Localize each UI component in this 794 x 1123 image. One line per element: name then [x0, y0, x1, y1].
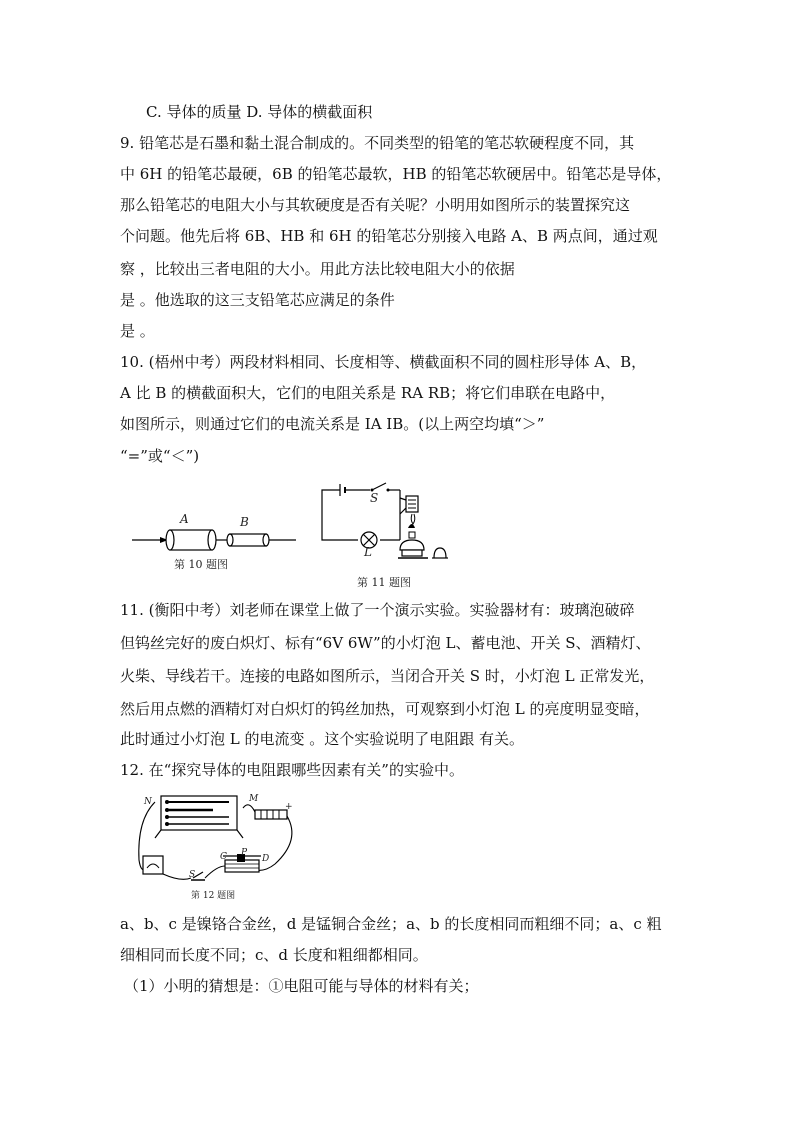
question-10-line-1: 10. (梧州中考）两段材料相同、长度相等、横截面积不同的圆柱形导体 A、B，	[120, 353, 647, 371]
figure-12-label-d: D	[262, 854, 270, 864]
question-9-line-3: 那么铅笔芯的电阻大小与其软硬度是否有关呢？小明用如图所示的装置探究这	[120, 196, 631, 214]
question-11-line-5: 此时通过小灯泡 L 的电流变 。这个实验说明了电阻跟 有关。	[120, 730, 525, 748]
question-11-line-1: 11. (衡阳中考）刘老师在课堂上做了一个演示实验。实验器材有：玻璃泡破碎	[120, 601, 635, 619]
figure-12-caption: 第 12 题图	[191, 891, 236, 901]
question-10-line-3: 如图所示，则通过它们的电流关系是 IA IB。(以上两空均填“＞”	[120, 415, 545, 433]
question-9-line-4: 个问题。他先后将 6B、HB 和 6H 的铅笔芯分别接入电路 A、B 两点间，通过观	[120, 227, 658, 245]
figure-12-label-p: P	[241, 848, 248, 858]
figure-10-label-b: B	[240, 515, 249, 529]
figure-12-label-plus: +	[285, 802, 293, 812]
figure-11-label-s: S	[370, 491, 379, 505]
question-12-line-1: 12. 在“探究导体的电阻跟哪些因素有关”的实验中。	[120, 761, 464, 779]
figure-12-label-m: M	[249, 794, 259, 804]
question-10-line-4: “=”或“＜”)	[120, 447, 200, 465]
figure-12-label-n: N	[144, 797, 152, 807]
figure-11-caption: 第 11 题图	[357, 576, 411, 589]
question-9-line-1: 9. 铅笔芯是石墨和黏土混合制成的。不同类型的铅笔的笔芯软硬程度不同，其	[120, 134, 635, 152]
option-line-cd: C. 导体的质量 D. 导体的横截面积	[146, 103, 373, 121]
question-11-line-4: 然后用点燃的酒精灯对白炽灯的钨丝加热，可观察到小灯泡 L 的亮度明显变暗，	[120, 700, 650, 718]
question-11-line-3: 火柴、导线若干。连接的电路如图所示，当闭合开关 S 时，小灯泡 L 正常发光，	[120, 667, 655, 685]
figure-10-caption: 第 10 题图	[174, 558, 228, 571]
figure-10-conductors	[130, 510, 300, 560]
figure-11-circuit	[318, 478, 458, 574]
figure-12-label-c: C	[220, 852, 227, 862]
figure-12-label-s: S	[189, 870, 196, 880]
question-9-line-6: 是 。他选取的这三支铅笔芯应满足的条件	[120, 291, 395, 309]
figure-12-apparatus	[125, 790, 305, 896]
question-12-line-4: （1）小明的猜想是：①电阻可能与导体的材料有关；	[124, 977, 479, 995]
question-11-line-2: 但钨丝完好的废白炽灯、标有“6V 6W”的小灯泡 L、蓄电池、开关 S、酒精灯、	[120, 634, 651, 652]
question-12-line-2: a、b、c 是镍铬合金丝，d 是锰铜合金丝；a、b 的长度相同而粗细不同；a、c 粗	[120, 915, 662, 933]
question-10-line-2: A 比 B 的横截面积大，它们的电阻关系是 RA RB；将它们串联在电路中，	[120, 384, 616, 402]
figure-10-label-a: A	[180, 512, 189, 526]
question-9-line-7: 是 。	[120, 322, 155, 340]
question-12-line-3: 细相同而长度不同；c、d 长度和粗细都相同。	[120, 946, 428, 964]
question-9-line-5: 察 ，比较出三者电阻的大小。用此方法比较电阻大小的依据	[120, 260, 515, 278]
question-9-line-2: 中 6H 的铅笔芯最硬，6B 的铅笔芯最软，HB 的铅笔芯软硬居中。铅笔芯是导体，	[120, 165, 672, 183]
figure-11-label-l: L	[364, 545, 372, 559]
